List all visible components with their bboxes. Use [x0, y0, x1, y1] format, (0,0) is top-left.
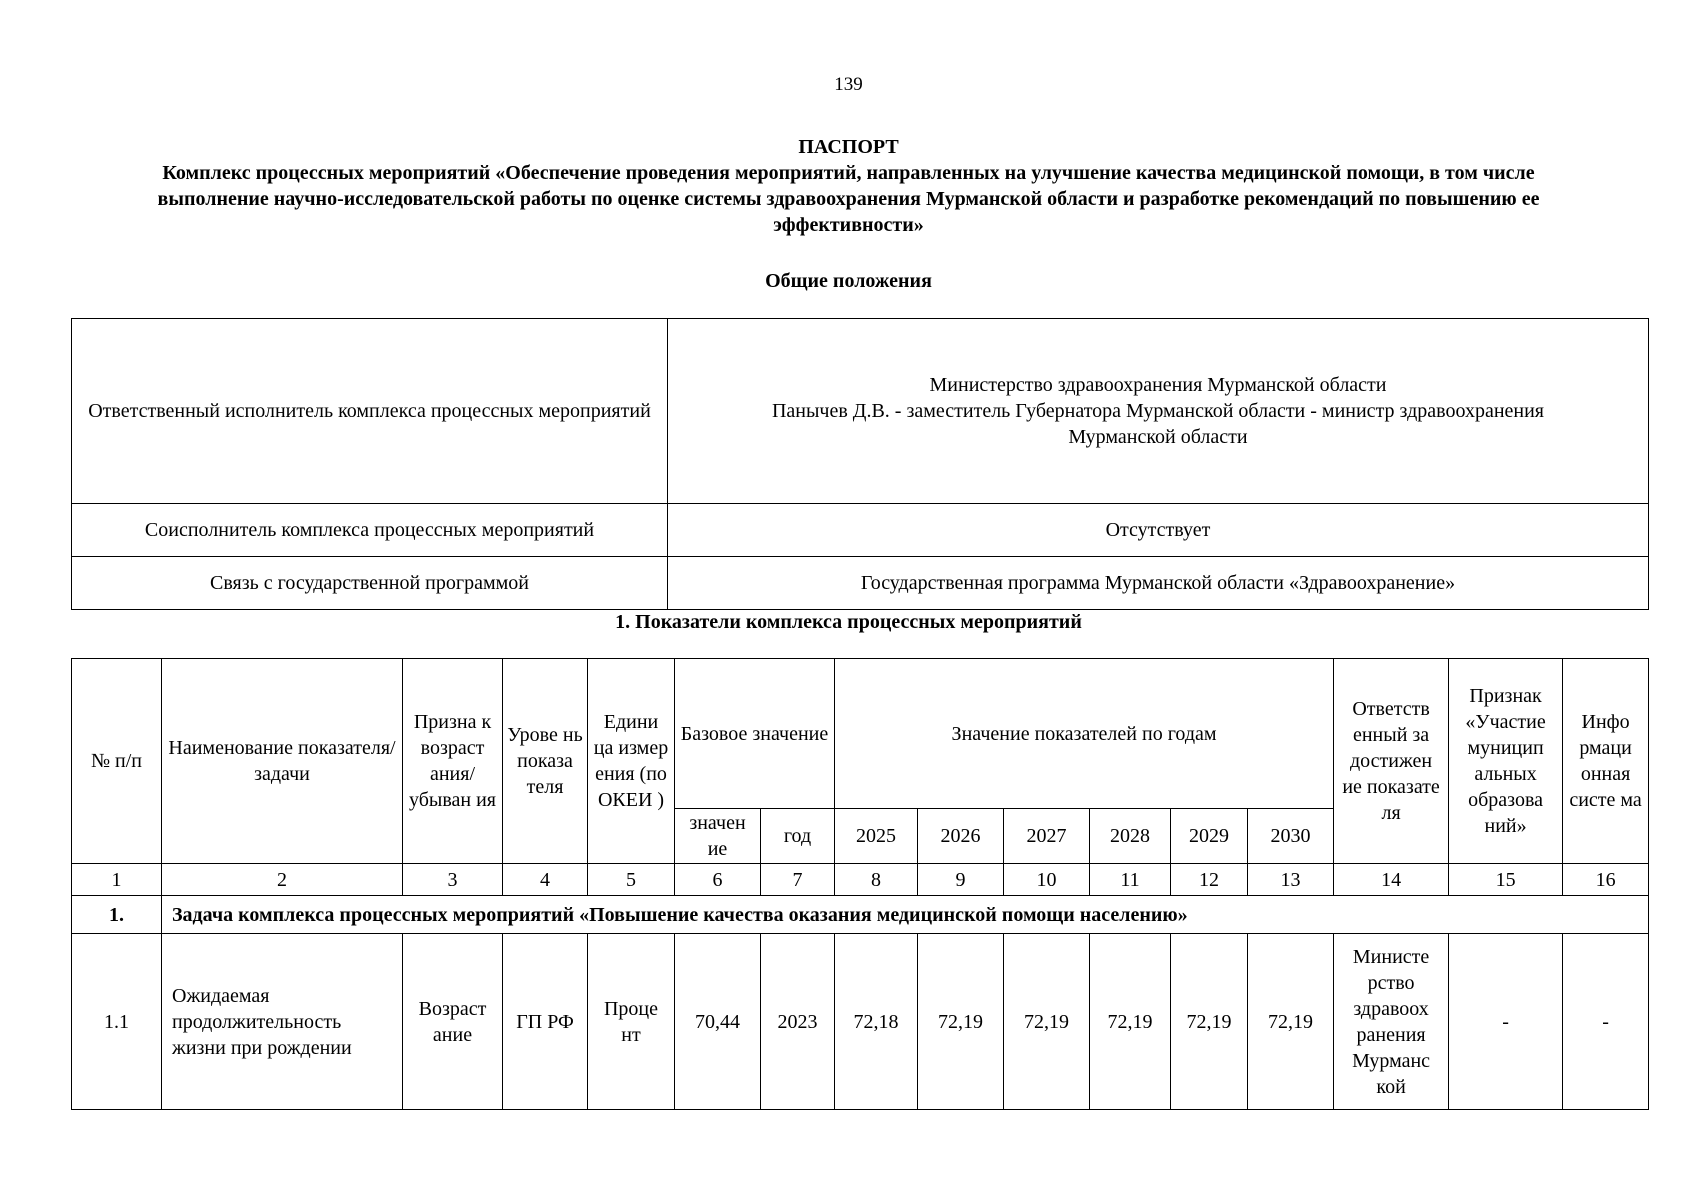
general-value-line: Панычев Д.В. - заместитель Губернатора Мурманской области - министр здравоохранения: [771, 400, 1545, 422]
column-number: 9: [918, 864, 1004, 896]
general-value: Отсутствует: [668, 504, 1649, 557]
indicators-section-title: 1. Показатели комплекса процессных мероприятий: [615, 611, 1082, 633]
general-row-coexecutor: [72, 504, 1649, 557]
general-row-program-link: [72, 557, 1649, 610]
general-section-title: Общие положения: [765, 270, 932, 292]
general-value: Государственная программа Мурманской области «Здравоохранение»: [668, 557, 1649, 610]
general-label: Связь с государственной программой: [72, 557, 668, 610]
header-base-value: значен ие: [675, 809, 761, 864]
row-responsible: Министе рство здравоох ранения Мурманс кой: [1334, 934, 1449, 1110]
header-base: Базовое значение: [675, 659, 835, 809]
column-number: 13: [1248, 864, 1334, 896]
row-value-2027: 72,19: [1004, 934, 1090, 1110]
general-label: Ответственный исполнитель комплекса процессных мероприятий: [72, 319, 668, 504]
header-year: 2026: [918, 809, 1004, 864]
column-number: 6: [675, 864, 761, 896]
task-row: [72, 896, 1649, 934]
general-value-line: Мурманской области: [1068, 426, 1248, 448]
header-name: Наименование показателя/задачи: [162, 659, 403, 864]
row-name: Ожидаемая продолжительность жизни при рождении: [162, 934, 403, 1110]
header-municipal: Признак «Участие муницип альных образова ний»: [1449, 659, 1563, 864]
header-base-year: год: [761, 809, 835, 864]
header-years-group: Значение показателей по годам: [835, 659, 1334, 809]
column-number: 8: [835, 864, 918, 896]
general-info-table: [71, 318, 1649, 610]
document-header: [80, 134, 1617, 238]
header-responsible: Ответств енный за достижен ие показате ля: [1334, 659, 1449, 864]
document-title: ПАСПОРТ: [798, 136, 899, 158]
row-base-value: 70,44: [675, 934, 761, 1110]
page-number: 139: [834, 74, 863, 95]
header-unit: Едини ца измер ения (по ОКЕИ ): [588, 659, 675, 864]
row-value-2026: 72,19: [918, 934, 1004, 1110]
column-number: 3: [403, 864, 503, 896]
row-info-system: -: [1563, 934, 1649, 1110]
header-year: 2030: [1248, 809, 1334, 864]
header-year: 2025: [835, 809, 918, 864]
row-level: ГП РФ: [503, 934, 588, 1110]
row-num: 1.1: [72, 934, 162, 1110]
header-info-system: Инфо рмаци онная систе ма: [1563, 659, 1649, 864]
column-number: 15: [1449, 864, 1563, 896]
row-value-2030: 72,19: [1248, 934, 1334, 1110]
column-number: 7: [761, 864, 835, 896]
header-level: Урове нь показа теля: [503, 659, 588, 864]
row-unit: Проце нт: [588, 934, 675, 1110]
column-number: 11: [1090, 864, 1171, 896]
table-row: [72, 934, 1649, 1110]
document-title-line: эффективности»: [773, 214, 924, 236]
indicators-table: [71, 658, 1649, 1110]
header-trend: Призна к возраст ания/ убыван ия: [403, 659, 503, 864]
column-number: 16: [1563, 864, 1649, 896]
document-title-line: Комплекс процессных мероприятий «Обеспечение проведения мероприятий, направленных на улучшение качества медицинской помощи, в том числе: [162, 162, 1535, 184]
row-value-2028: 72,19: [1090, 934, 1171, 1110]
header-num: № п/п: [72, 659, 162, 864]
column-number: 14: [1334, 864, 1449, 896]
column-numbers-row: [72, 864, 1649, 896]
row-municipal: -: [1449, 934, 1563, 1110]
general-value-line: Министерство здравоохранения Мурманской области: [929, 374, 1387, 396]
task-text: Задача комплекса процессных мероприятий «Повышение качества оказания медицинской помощи населению»: [162, 896, 1649, 934]
column-number: 4: [503, 864, 588, 896]
column-number: 1: [72, 864, 162, 896]
header-year: 2027: [1004, 809, 1090, 864]
column-number: 2: [162, 864, 403, 896]
row-value-2029: 72,19: [1171, 934, 1248, 1110]
column-number: 10: [1004, 864, 1090, 896]
general-value: [668, 319, 1649, 504]
header-year: 2028: [1090, 809, 1171, 864]
row-base-year: 2023: [761, 934, 835, 1110]
column-number: 5: [588, 864, 675, 896]
general-label: Соисполнитель комплекса процессных мероприятий: [72, 504, 668, 557]
document-title-line: выполнение научно-исследовательской работы по оценке системы здравоохранения Мурманской области и разработке рекомендаций по повышению ее: [157, 188, 1540, 210]
column-number: 12: [1171, 864, 1248, 896]
indicators-header-row: [72, 659, 1649, 809]
general-row-responsible: [72, 319, 1649, 504]
task-number: 1.: [72, 896, 162, 934]
header-year: 2029: [1171, 809, 1248, 864]
row-trend: Возраст ание: [403, 934, 503, 1110]
row-value-2025: 72,18: [835, 934, 918, 1110]
